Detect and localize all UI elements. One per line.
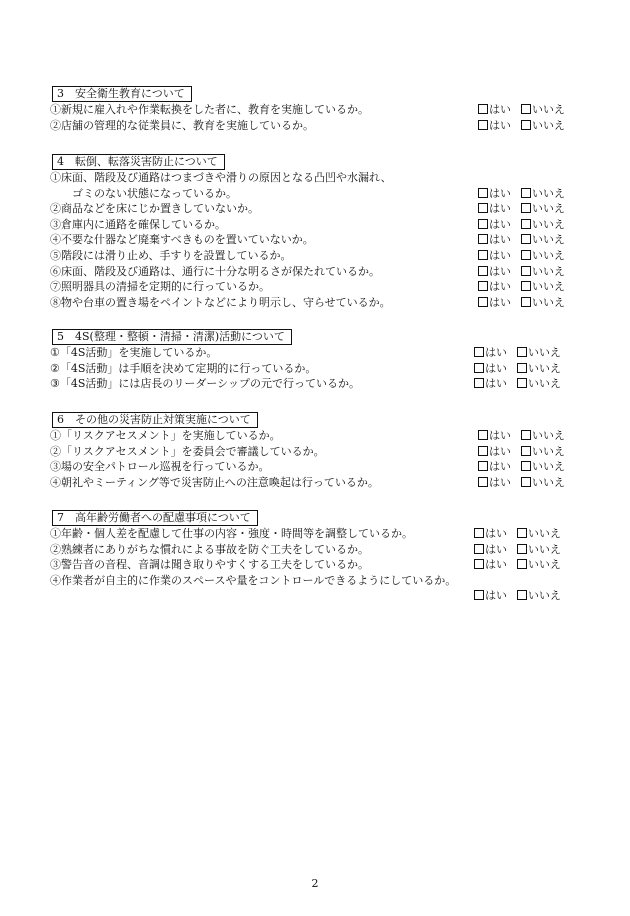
checkbox-icon — [521, 297, 531, 307]
no-checkbox[interactable]: いいえ — [521, 295, 565, 311]
checkbox-icon — [474, 347, 484, 357]
checkbox-icon — [521, 430, 531, 440]
no-checkbox[interactable]: いいえ — [521, 459, 565, 475]
checkbox-icon — [478, 281, 488, 291]
checkbox-icon — [521, 104, 531, 114]
question-row — [50, 444, 580, 460]
checkbox-icon — [517, 559, 527, 569]
question-row — [50, 170, 580, 186]
checkbox-icon — [521, 120, 531, 130]
question-row — [50, 361, 580, 377]
question-text: ③「4S活動」には店長のリーダーシップの元で行っているか。 — [50, 377, 360, 391]
yes-checkbox[interactable]: はい — [478, 102, 511, 118]
question-row — [50, 542, 580, 558]
checkbox-icon — [474, 378, 484, 388]
checkbox-icon — [521, 203, 531, 213]
yes-checkbox[interactable]: はい — [478, 201, 511, 217]
answer-options — [474, 345, 561, 361]
yes-checkbox[interactable]: はい — [474, 542, 507, 558]
checkbox-icon — [517, 363, 527, 373]
question-row — [50, 217, 580, 233]
question-text: ①新規に雇入れや作業転換をした者に、教育を実施しているか。 — [50, 103, 369, 116]
checkbox-icon — [521, 188, 531, 198]
yes-checkbox[interactable]: はい — [478, 475, 511, 491]
answer-options — [474, 588, 561, 604]
checkbox-icon — [521, 219, 531, 229]
section-7-title: 7 高年齢労働者への配慮事項について — [52, 510, 258, 526]
question-text: ⑦照明器具の清掃を定期的に行っているか。 — [50, 280, 270, 294]
checkbox-icon — [478, 266, 488, 276]
question-text: ⑧物や台車の置き場をペイントなどにより明示し、守らせているか。 — [50, 295, 391, 309]
answer-options — [478, 201, 565, 217]
answer-options — [474, 526, 561, 542]
no-checkbox[interactable]: いいえ — [521, 186, 565, 202]
no-checkbox[interactable]: いいえ — [521, 475, 565, 491]
checkbox-icon — [478, 250, 488, 260]
no-checkbox[interactable]: いいえ — [521, 201, 565, 217]
question-text: ④作業者が自主的に作業のスペースや量をコントロールできるようにしているか。 — [50, 573, 457, 587]
no-checkbox[interactable]: いいえ — [517, 376, 561, 392]
section-3 — [50, 82, 580, 133]
question-text: ③警告音の音程、音調は聞き取りやすくする工夫をしているか。 — [50, 558, 369, 572]
checkbox-icon — [474, 363, 484, 373]
yes-checkbox[interactable]: はい — [478, 295, 511, 311]
no-checkbox[interactable]: いいえ — [521, 217, 565, 233]
no-checkbox[interactable]: いいえ — [517, 345, 561, 361]
answer-options — [478, 248, 565, 264]
section-6 — [50, 408, 580, 490]
no-checkbox[interactable]: いいえ — [521, 428, 565, 444]
checkbox-icon — [474, 544, 484, 554]
checkbox-icon — [478, 297, 488, 307]
checkbox-icon — [474, 590, 484, 600]
section-3-title: 3 安全衛生教育について — [52, 86, 192, 102]
question-text: ④朝礼やミーティング等で災害防止への注意喚起は行っているか。 — [50, 475, 379, 489]
question-text: ④不要な什器など廃棄すべきものを置いていないか。 — [50, 233, 314, 247]
answer-options — [478, 459, 565, 475]
no-checkbox[interactable]: いいえ — [517, 588, 561, 604]
answer-options — [474, 557, 561, 573]
question-text: ②店舗の管理的な従業員に、教育を実施しているか。 — [50, 118, 314, 132]
yes-checkbox[interactable]: はい — [474, 376, 507, 392]
checkbox-icon — [478, 234, 488, 244]
section-7 — [50, 506, 580, 604]
question-text: ①「リスクアセスメント」を実施しているか。 — [50, 429, 281, 442]
question-row — [50, 232, 580, 248]
yes-checkbox[interactable]: はい — [478, 428, 511, 444]
no-checkbox[interactable]: いいえ — [521, 264, 565, 280]
answer-options — [478, 475, 565, 491]
answer-options — [478, 444, 565, 460]
question-row — [50, 102, 580, 118]
question-row — [50, 588, 580, 604]
question-row — [50, 118, 580, 134]
answer-options — [474, 376, 561, 392]
no-checkbox[interactable]: いいえ — [517, 361, 561, 377]
question-row — [50, 428, 580, 444]
checkbox-icon — [517, 347, 527, 357]
checkbox-icon — [478, 430, 488, 440]
answer-options — [478, 295, 565, 311]
checkbox-icon — [478, 477, 488, 487]
yes-checkbox[interactable]: はい — [474, 557, 507, 573]
question-row — [50, 459, 580, 475]
question-row — [50, 186, 580, 202]
no-checkbox[interactable]: いいえ — [521, 248, 565, 264]
checkbox-icon — [517, 378, 527, 388]
checkbox-icon — [521, 446, 531, 456]
question-row — [50, 201, 580, 217]
question-row — [50, 264, 580, 280]
checkbox-icon — [478, 461, 488, 471]
yes-checkbox[interactable]: はい — [478, 118, 511, 134]
section-4 — [50, 150, 580, 310]
question-row — [50, 475, 580, 491]
yes-checkbox[interactable]: はい — [474, 526, 507, 542]
checkbox-icon — [517, 590, 527, 600]
checkbox-icon — [517, 528, 527, 538]
question-text: ②商品などを床にじか置きしていないか。 — [50, 202, 259, 216]
checkbox-icon — [474, 559, 484, 569]
answer-options — [478, 102, 565, 118]
yes-checkbox[interactable]: はい — [474, 361, 507, 377]
checkbox-icon — [478, 446, 488, 456]
yes-checkbox[interactable]: はい — [478, 186, 511, 202]
question-row — [50, 279, 580, 295]
question-row — [50, 376, 580, 392]
checkbox-icon — [478, 188, 488, 198]
question-row — [50, 573, 580, 589]
question-text: ①床面、階段及び通路はつまづきや滑りの原因となる凸凹や水漏れ、 — [50, 171, 392, 184]
section-4-title: 4 転倒、転落災害防止について — [52, 154, 225, 170]
checkbox-icon — [478, 219, 488, 229]
question-row — [50, 526, 580, 542]
answer-options — [478, 118, 565, 134]
question-row — [50, 345, 580, 361]
yes-checkbox[interactable]: はい — [478, 248, 511, 264]
no-checkbox[interactable]: いいえ — [521, 444, 565, 460]
question-row — [50, 248, 580, 264]
no-checkbox[interactable]: いいえ — [521, 279, 565, 295]
answer-options — [478, 232, 565, 248]
checkbox-icon — [521, 234, 531, 244]
no-checkbox[interactable]: いいえ — [517, 557, 561, 573]
checkbox-icon — [474, 528, 484, 538]
answer-options — [478, 264, 565, 280]
yes-checkbox[interactable]: はい — [478, 264, 511, 280]
yes-checkbox[interactable]: はい — [478, 444, 511, 460]
checkbox-icon — [478, 203, 488, 213]
question-row — [50, 557, 580, 573]
question-text: ②熟練者にありがちな慣れによる事故を防ぐ工夫をしているか。 — [50, 542, 369, 556]
checkbox-icon — [521, 266, 531, 276]
yes-checkbox[interactable]: はい — [478, 217, 511, 233]
checkbox-icon — [521, 461, 531, 471]
question-text: ③倉庫内に通路を確保しているか。 — [50, 217, 226, 231]
section-6-title: 6 その他の災害防止対策実施について — [52, 412, 258, 428]
answer-options — [474, 542, 561, 558]
question-text: ⑤階段には滑り止め、手すりを設置しているか。 — [50, 248, 292, 262]
yes-checkbox[interactable]: はい — [478, 232, 511, 248]
question-text: ⑥床面、階段及び通路は、通行に十分な明るさが保たれているか。 — [50, 264, 380, 278]
page-number: 2 — [311, 877, 319, 890]
answer-options — [478, 186, 565, 202]
checkbox-icon — [521, 477, 531, 487]
answer-options — [478, 428, 565, 444]
no-checkbox[interactable]: いいえ — [521, 102, 565, 118]
yes-checkbox[interactable]: はい — [478, 279, 511, 295]
no-checkbox[interactable]: いいえ — [521, 118, 565, 134]
checkbox-icon — [478, 104, 488, 114]
answer-options — [474, 361, 561, 377]
question-text: ①年齢・個人差を配慮して仕事の内容・強度・時間等を調整しているか。 — [50, 527, 413, 540]
yes-checkbox[interactable]: はい — [474, 345, 507, 361]
question-text: ③場の安全パトロール巡視を行っているか。 — [50, 460, 270, 474]
no-checkbox[interactable]: いいえ — [517, 526, 561, 542]
no-checkbox[interactable]: いいえ — [521, 232, 565, 248]
section-5-title: 5 4S(整理・整頓・清掃・清潔)活動について — [52, 329, 292, 345]
yes-checkbox[interactable]: はい — [478, 459, 511, 475]
checkbox-icon — [517, 544, 527, 554]
question-text: ②「リスクアセスメント」を委員会で審議しているか。 — [50, 444, 325, 458]
checkbox-icon — [521, 281, 531, 291]
no-checkbox[interactable]: いいえ — [517, 542, 561, 558]
section-5 — [50, 325, 580, 392]
question-text: ゴミのない状態になっているか。 — [72, 186, 237, 200]
answer-options — [478, 279, 565, 295]
answer-options — [478, 217, 565, 233]
checkbox-icon — [478, 120, 488, 130]
question-text: ①「4S活動」を実施しているか。 — [50, 346, 218, 359]
checkbox-icon — [521, 250, 531, 260]
question-text: ②「4S活動」は手順を決めて定期的に行っているか。 — [50, 361, 317, 375]
question-row — [50, 295, 580, 311]
yes-checkbox[interactable]: はい — [474, 588, 507, 604]
